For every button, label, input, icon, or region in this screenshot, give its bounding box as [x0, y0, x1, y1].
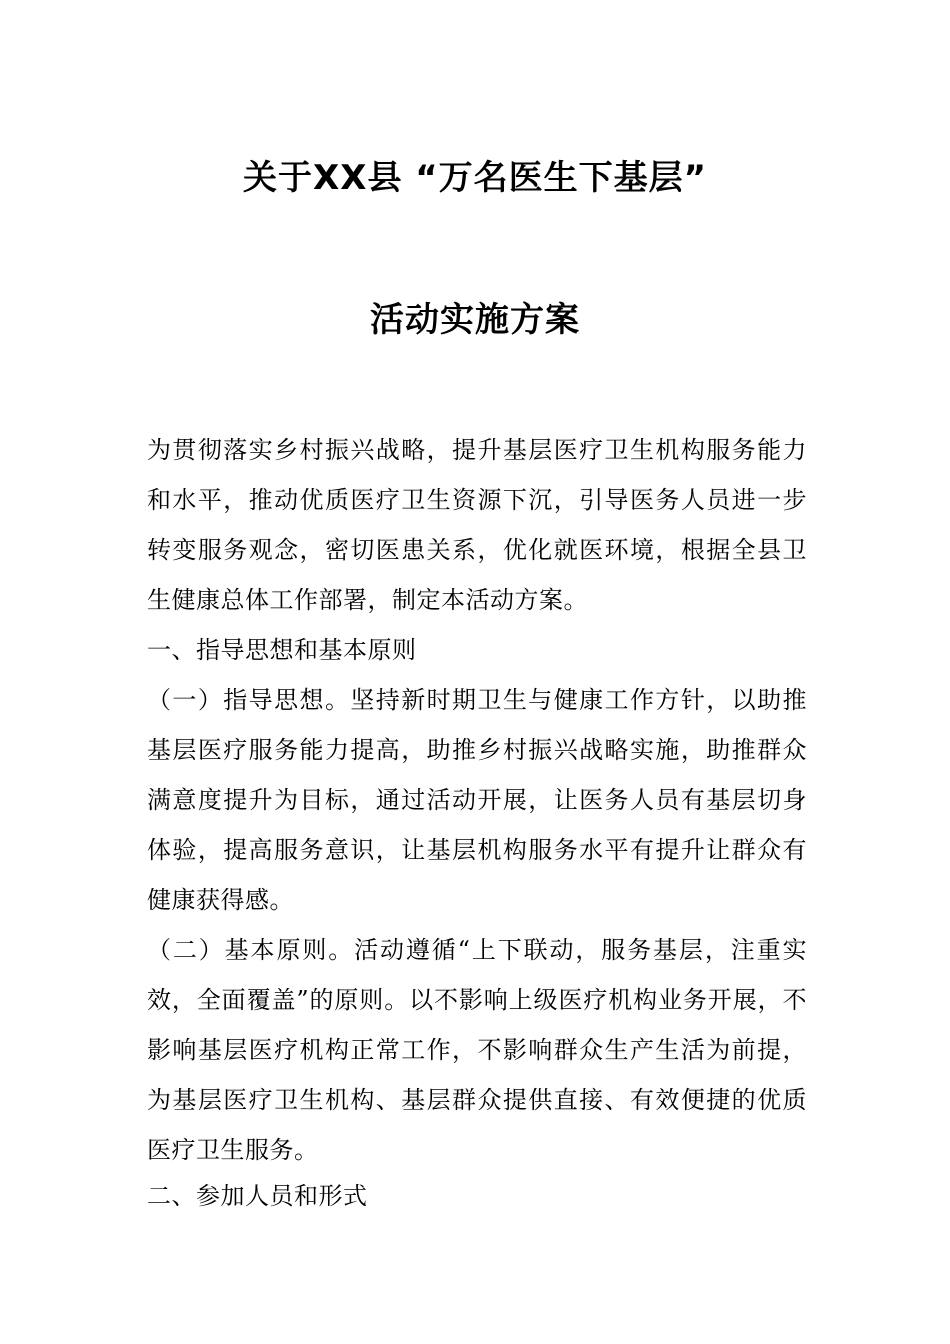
- document-title-line-2: 活动实施方案: [370, 300, 580, 340]
- document-title-line-1: 关于XX县 “万名医生下基层”: [243, 158, 707, 198]
- guiding-thought-paragraph: （一）指导思想。坚持新时期卫生与健康工作方针，以助推基层医疗服务能力提高，助推乡村振兴战略实施，助推群众满意度提升为目标，通过活动开展，让医务人员有基层切身体验，提高服务意识，让基层机构服务水平有提升让群众有健康获得感。: [147, 686, 807, 914]
- intro-paragraph: 为贯彻落实乡村振兴战略，提升基层医疗卫生机构服务能力和水平，推动优质医疗卫生资源下沉，引导医务人员进一步转变服务观念，密切医患关系，优化就医环境，根据全县卫生健康总体工作部署，制定本活动方案。: [147, 436, 807, 614]
- section-2-heading: 二、参加人员和形式: [147, 1182, 368, 1210]
- basic-principle-paragraph: （二）基本原则。活动遵循“上下联动，服务基层，注重实效，全面覆盖”的原则。以不影响上级医疗机构业务开展，不影响基层医疗机构正常工作，不影响群众生产生活为前提，为基层医疗卫生机构、基层群众提供直接、有效便捷的优质医疗卫生服务。: [147, 936, 807, 1164]
- section-1-heading: 一、指导思想和基本原则: [147, 636, 417, 664]
